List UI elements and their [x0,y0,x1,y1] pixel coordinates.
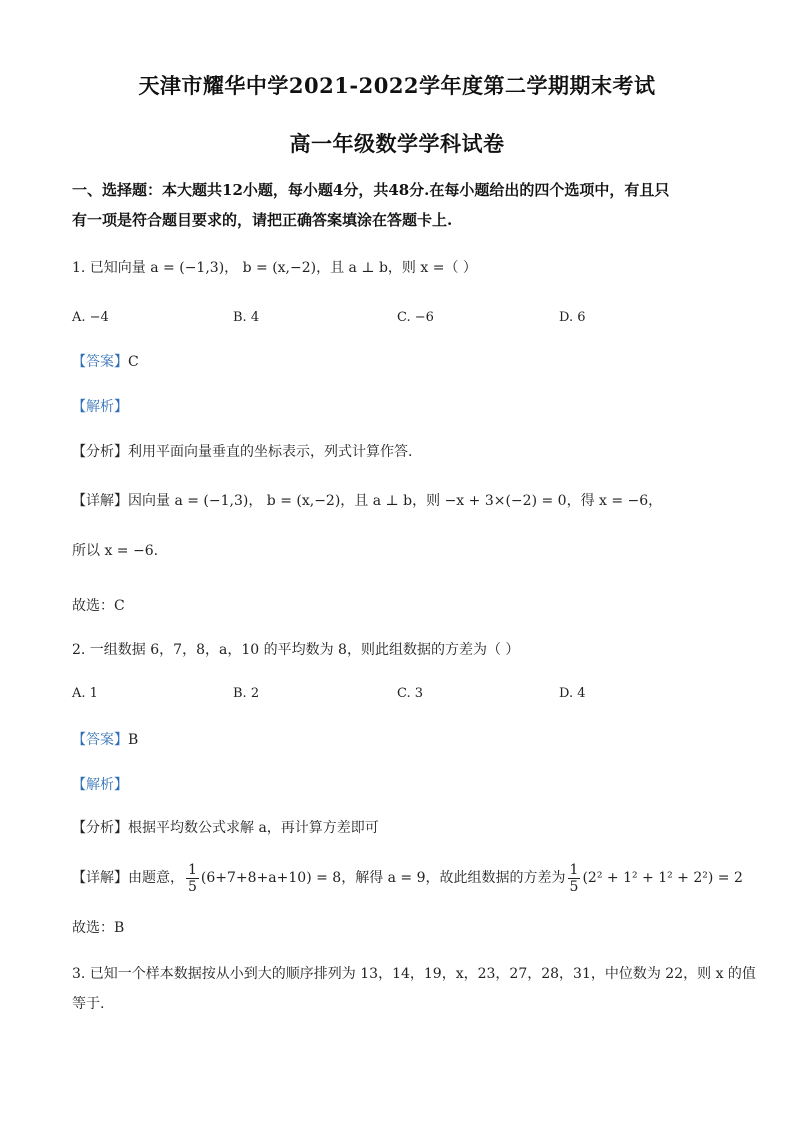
q1-answer-tag: 【答案】 [72,354,128,370]
q1-choice: 故选：C [72,598,125,614]
exam-title: 天津市耀华中学2021-2022学年度第二学期期末考试 [138,73,656,98]
q2-detail-b: (6+7+8+a+10) = 8，解得 a = 9，故此组数据的方差为 [200,870,566,886]
q2-fraction-2 [568,862,581,895]
q2-detail-tag: 【详解】 [72,870,128,886]
q1-detail-line [72,491,732,511]
q2-detail-a: 由题意， [128,870,184,886]
q1-conclusion: 所以 x = −6. [72,543,159,559]
q2-option-c: C. 3 [397,686,424,701]
q1-stem: 1. 已知向量 a = (−1,3)， b = (x,−2)，且 a ⊥ b，则 x =（ ） [72,260,477,276]
q1-option-c: C. −6 [397,310,434,325]
q2-option-b: B. 2 [233,686,260,701]
q1-detail-tag: 【详解】 [72,493,128,509]
q1-answer: C [128,354,139,370]
q2-fraction-2-num: 1 [569,861,579,878]
q2-fenxi-line [72,818,732,838]
q1-option-d: D. 6 [559,310,586,325]
q1-answer-line [72,352,732,372]
q2-detail-c: (2² + 1² + 1² + 2²) = 2 [582,870,743,886]
q2-answer: B [128,732,139,748]
q2-fenxi-tag: 【分析】 [72,820,128,836]
q2-option-d: D. 4 [559,686,586,701]
q3-stem-line2: 等于. [72,996,105,1012]
q3-stem-line1: 3. 已知一个样本数据按从小到大的顺序排列为 13，14，19，x，23，27，28，31，中位数为 22，则 x 的值 [72,966,756,982]
q2-fraction-1-den: 5 [188,878,197,895]
q2-analysis-line [72,775,732,795]
q1-analysis-tag: 【解析】 [72,399,128,415]
q2-fraction-1-num: 1 [188,861,197,878]
q1-analysis-line [72,397,732,417]
q1-option-a: A. −4 [72,310,109,325]
q2-fraction-1 [186,862,199,895]
q1-detail: 因向量 a = (−1,3)， b = (x,−2)，且 a ⊥ b，则 −x + 3×(−2) = 0，得 x = −6， [128,493,663,509]
q2-fraction-2-den: 5 [569,878,579,895]
q2-detail-line [72,860,743,896]
q1-option-b: B. 4 [233,310,260,325]
q2-fenxi: 根据平均数公式求解 a，再计算方差即可 [128,820,379,836]
q2-answer-line [72,730,732,750]
exam-subtitle: 高一年级数学学科试卷 [289,131,505,156]
q1-fenxi: 利用平面向量垂直的坐标表示，列式计算作答. [128,444,413,460]
q2-analysis-tag: 【解析】 [72,777,128,793]
section-instructions-line1: 一、选择题：本大题共12小题，每小题4分，共48分.在每小题给出的四个选项中，有且只 [72,181,670,199]
q2-answer-tag: 【答案】 [72,732,128,748]
section-instructions-line2: 有一项是符合题目要求的，请把正确答案填涂在答题卡上. [72,211,453,229]
q2-stem: 2. 一组数据 6，7，8，a，10 的平均数为 8，则此组数据的方差为（ ） [72,642,520,658]
q1-fenxi-tag: 【分析】 [72,444,128,460]
q1-fenxi-line [72,442,732,462]
q2-choice: 故选：B [72,920,125,936]
q2-option-a: A. 1 [72,686,98,701]
